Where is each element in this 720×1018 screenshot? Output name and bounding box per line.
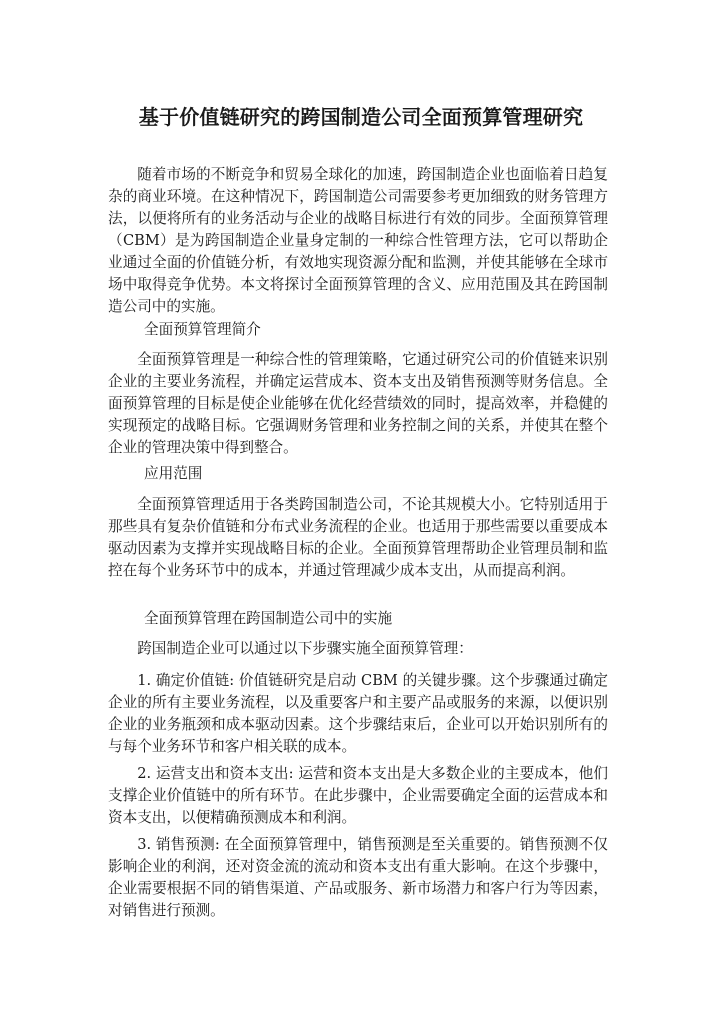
implementation-step: 1. 确定价值链: 价值链研究是启动 CBM 的关键步骤。这个步骤通过确定企业的所有主要业务流程，以及重要客户和主要产品或服务的来源，以便识别企业的业务瓶颈和成本驱动因素。这个步骤结束后，企业可以开始识别所有的与每个业务环节和客户相关联的成本。 (108, 672, 608, 755)
implementation-step: 3. 销售预测: 在全面预算管理中，销售预测是至关重要的。销售预测不仅影响企业的利润，还对资金流的流动和资本支出有重大影响。在这个步骤中，企业需要根据不同的销售渠道、产品或服务、新市场潜力和客户行为等因素，对销售进行预测。 (108, 836, 608, 919)
section-body-intro: 全面预算管理是一种综合性的管理策略，它通过研究公司的价值链来识别企业的主要业务流程，并确定运营成本、资本支出及销售预测等财务信息。全面预算管理的目标是使企业能够在优化经营绩效的同时，提高效率，并稳健的实现预定的战略目标。它强调财务管理和业务控制之间的关系，并使其在整个企业的管理决策中得到整合。 (108, 351, 608, 456)
section-heading-implementation: 全面预算管理在跨国制造公司中的实施 (144, 610, 393, 627)
section-body-scope: 全面预算管理适用于各类跨国制造公司，不论其规模大小。它特别适用于那些具有复杂价值链和分布式业务流程的企业。也适用于那些需要以重要成本驱动因素为支撑并实现战略目标的企业。全面预算管理帮助企业管理员制和监控在每个业务环节中的成本，并通过管理减少成本支出，从而提高利润。 (108, 496, 608, 579)
implementation-lead: 跨国制造企业可以通过以下步骤实施全面预算管理： (137, 640, 473, 657)
implementation-step: 2. 运营支出和资本支出: 运营和资本支出是大多数企业的主要成本，他们支撑企业价值链中的所有环节。在此步骤中，企业需要确定全面的运营成本和资本支出，以便精确预测成本和利润。 (108, 765, 608, 826)
section-heading-scope: 应用范围 (144, 465, 203, 482)
section-heading-intro: 全面预算管理简介 (144, 321, 261, 338)
document-title: 基于价值链研究的跨国制造公司全面预算管理研究 (138, 105, 584, 129)
intro-paragraph: 随着市场的不断竞争和贸易全球化的加速，跨国制造企业也面临着日趋复杂的商业环境。在这种情况下，跨国制造公司需要参考更加细致的财务管理方法，以便将所有的业务活动与企业的战略目标进行有效的同步。全面预算管理（CBM）是为跨国制造企业量身定制的一种综合性管理方法，它可以帮助企业通过全面的价值链分析，有效地实现资源分配和监测，并使其能够在全球市场中取得竞争优势。本文将探讨全面预算管理的含义、应用范围及其在跨国制造公司中的实施。 (108, 166, 608, 315)
